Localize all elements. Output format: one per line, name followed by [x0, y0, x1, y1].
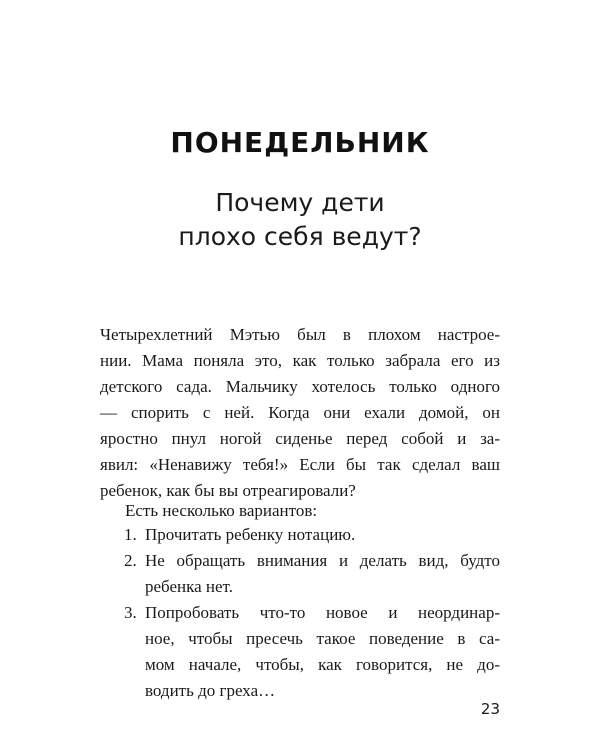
paragraph-line: ребенок, как бы вы отреагировали? — [100, 481, 356, 500]
page-number: 23 — [480, 700, 500, 718]
list-item — [100, 548, 500, 600]
paragraph-line: Четырехлетний Мэтью был в плохом настрое- — [100, 325, 500, 344]
paragraph-line: — спорить с ней. Когда они ехали домой, он — [100, 403, 500, 422]
intro-paragraph — [100, 322, 500, 504]
paragraph-line: нии. Мама поняла это, как только забрала его из — [100, 351, 500, 370]
list-item — [100, 600, 500, 704]
list-item-line: Не обращать внимания и делать вид, будто — [145, 551, 500, 570]
list-item-number: 3. — [124, 603, 137, 622]
list-item-line: ребенка нет. — [145, 577, 233, 596]
chapter-subtitle-line: плохо себя ведут? — [178, 222, 422, 251]
chapter-subtitle — [0, 186, 600, 254]
list-item-line: мом начале, чтобы, как говорится, не до- — [145, 655, 500, 674]
paragraph-line: явил: «Ненавижу тебя!» Если бы так сделал ваш — [100, 455, 500, 474]
list-item-line: Прочитать ребенку нотацию. — [145, 525, 356, 544]
chapter-heading: ПОНЕДЕЛЬНИК — [170, 126, 430, 159]
options-lead: Есть несколько вариантов: — [125, 501, 318, 520]
paragraph-line: детского сада. Мальчику хотелось только одного — [100, 377, 500, 396]
list-item-line: ное, чтобы пресечь такое поведение в са- — [145, 629, 500, 648]
paragraph-line: яростно пнул ногой сиденье перед собой и за- — [100, 429, 500, 448]
chapter-subtitle-line: Почему дети — [215, 188, 385, 217]
list-item-line: Попробовать что-то новое и неординар- — [145, 603, 500, 622]
options-list — [100, 522, 500, 704]
list-item-number: 2. — [124, 551, 137, 570]
list-item — [100, 522, 500, 548]
list-item-number: 1. — [124, 525, 137, 544]
list-item-line: водить до греха… — [145, 681, 276, 700]
